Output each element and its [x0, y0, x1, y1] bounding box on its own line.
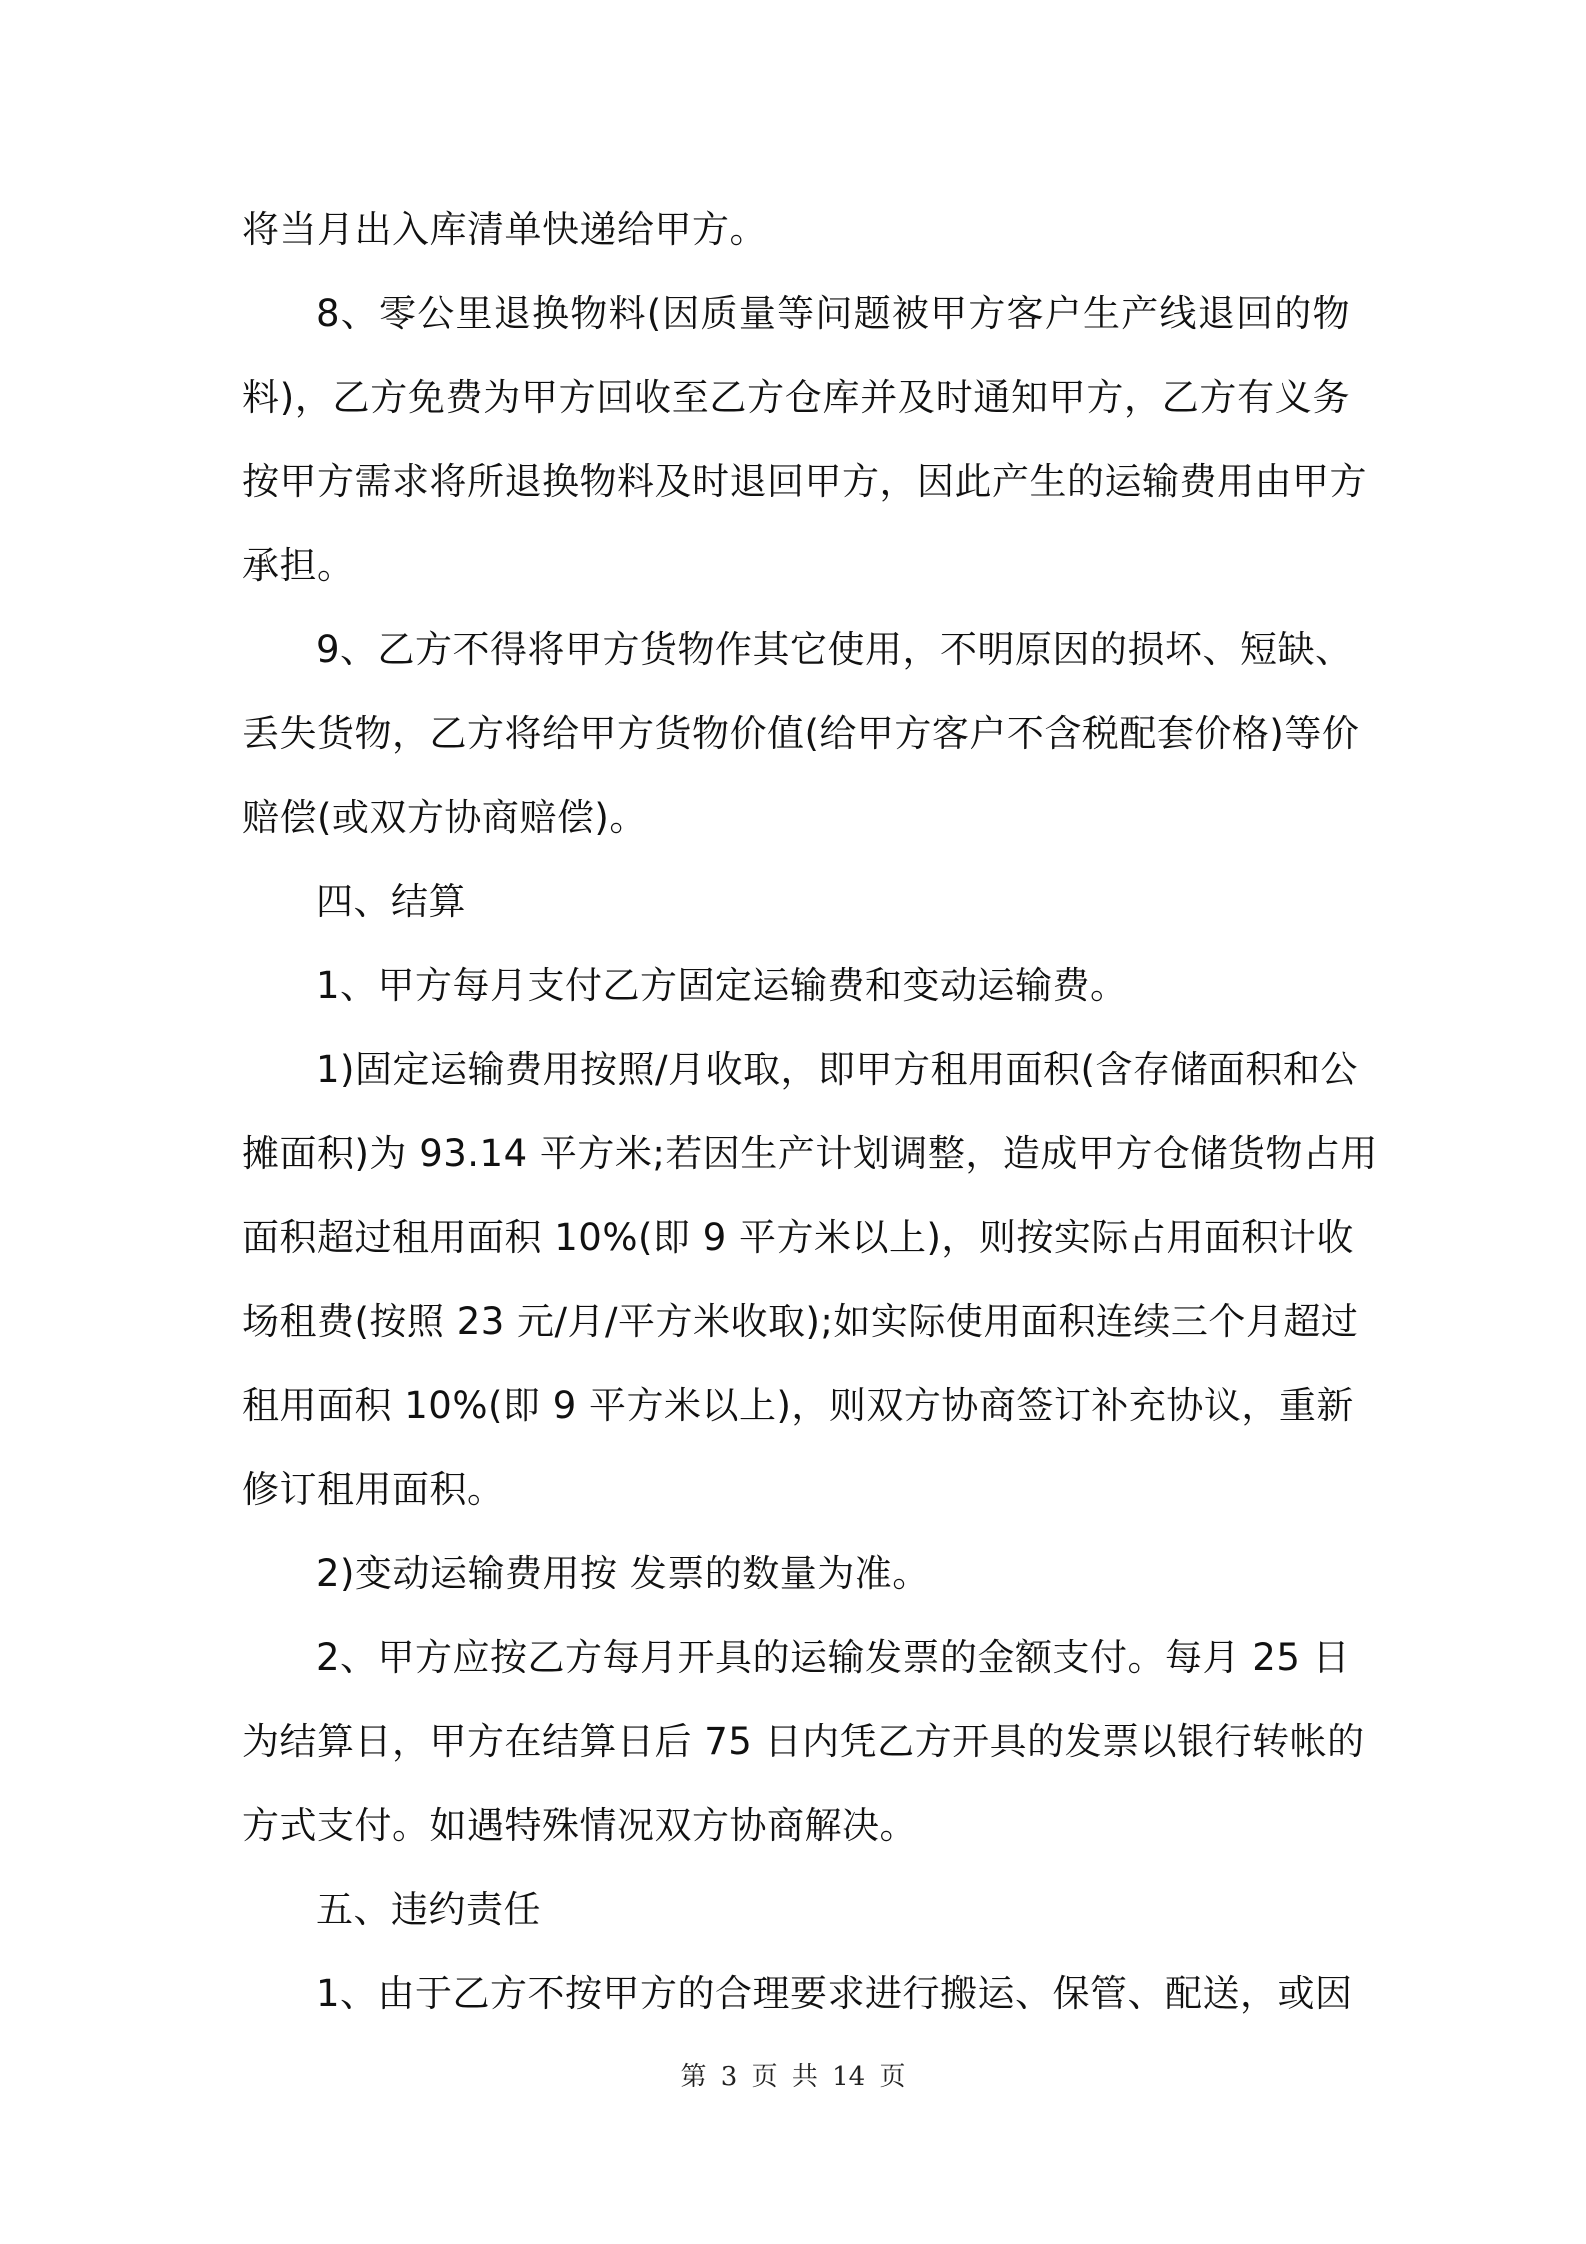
paragraph-line: 8、零公里退换物料(因质量等问题被甲方客户生产线退回的物 — [316, 292, 1350, 335]
paragraph-line: 按甲方需求将所退换物料及时退回甲方，因此产生的运输费用由甲方 — [242, 460, 1367, 503]
paragraph-line: 修订租用面积。 — [242, 1468, 505, 1511]
paragraph-line: 赔偿(或双方协商赔偿)。 — [242, 796, 647, 839]
paragraph-line: 面积超过租用面积 10%(即 9 平方米以上)，则按实际占用面积计收 — [242, 1216, 1354, 1259]
paragraph-line: 摊面积)为 93.14 平方米;若因生产计划调整，造成甲方仓储货物占用 — [242, 1132, 1378, 1175]
paragraph-line: 为结算日，甲方在结算日后 75 日内凭乙方开具的发票以银行转帐的 — [242, 1720, 1365, 1763]
paragraph-line: 租用面积 10%(即 9 平方米以上)，则双方协商签订补充协议，重新 — [242, 1384, 1354, 1427]
section-heading: 五、违约责任 — [316, 1888, 541, 1931]
paragraph-line: 场租费(按照 23 元/月/平方米收取);如实际使用面积连续三个月超过 — [242, 1300, 1359, 1343]
paragraph-line: 将当月出入库清单快递给甲方。 — [242, 208, 767, 251]
page-footer: 第 3 页 共 14 页 — [680, 2062, 906, 2092]
paragraph-line: 1、由于乙方不按甲方的合理要求进行搬运、保管、配送，或因 — [316, 1972, 1353, 2015]
paragraph-line: 1、甲方每月支付乙方固定运输费和变动运输费。 — [316, 964, 1128, 1007]
paragraph-line: 2)变动运输费用按 发票的数量为准。 — [316, 1552, 930, 1595]
paragraph-line: 丢失货物，乙方将给甲方货物价值(给甲方客户不含税配套价格)等价 — [242, 712, 1360, 755]
paragraph-line: 1)固定运输费用按照/月收取，即甲方租用面积(含存储面积和公 — [316, 1048, 1358, 1091]
paragraph-line: 2、甲方应按乙方每月开具的运输发票的金额支付。每月 25 日 — [316, 1636, 1351, 1679]
paragraph-line: 承担。 — [242, 544, 355, 587]
paragraph-line: 料)，乙方免费为甲方回收至乙方仓库并及时通知甲方，乙方有义务 — [242, 376, 1350, 419]
section-heading: 四、结算 — [316, 880, 466, 923]
paragraph-line: 9、乙方不得将甲方货物作其它使用，不明原因的损坏、短缺、 — [316, 628, 1353, 671]
paragraph-line: 方式支付。如遇特殊情况双方协商解决。 — [242, 1804, 917, 1847]
